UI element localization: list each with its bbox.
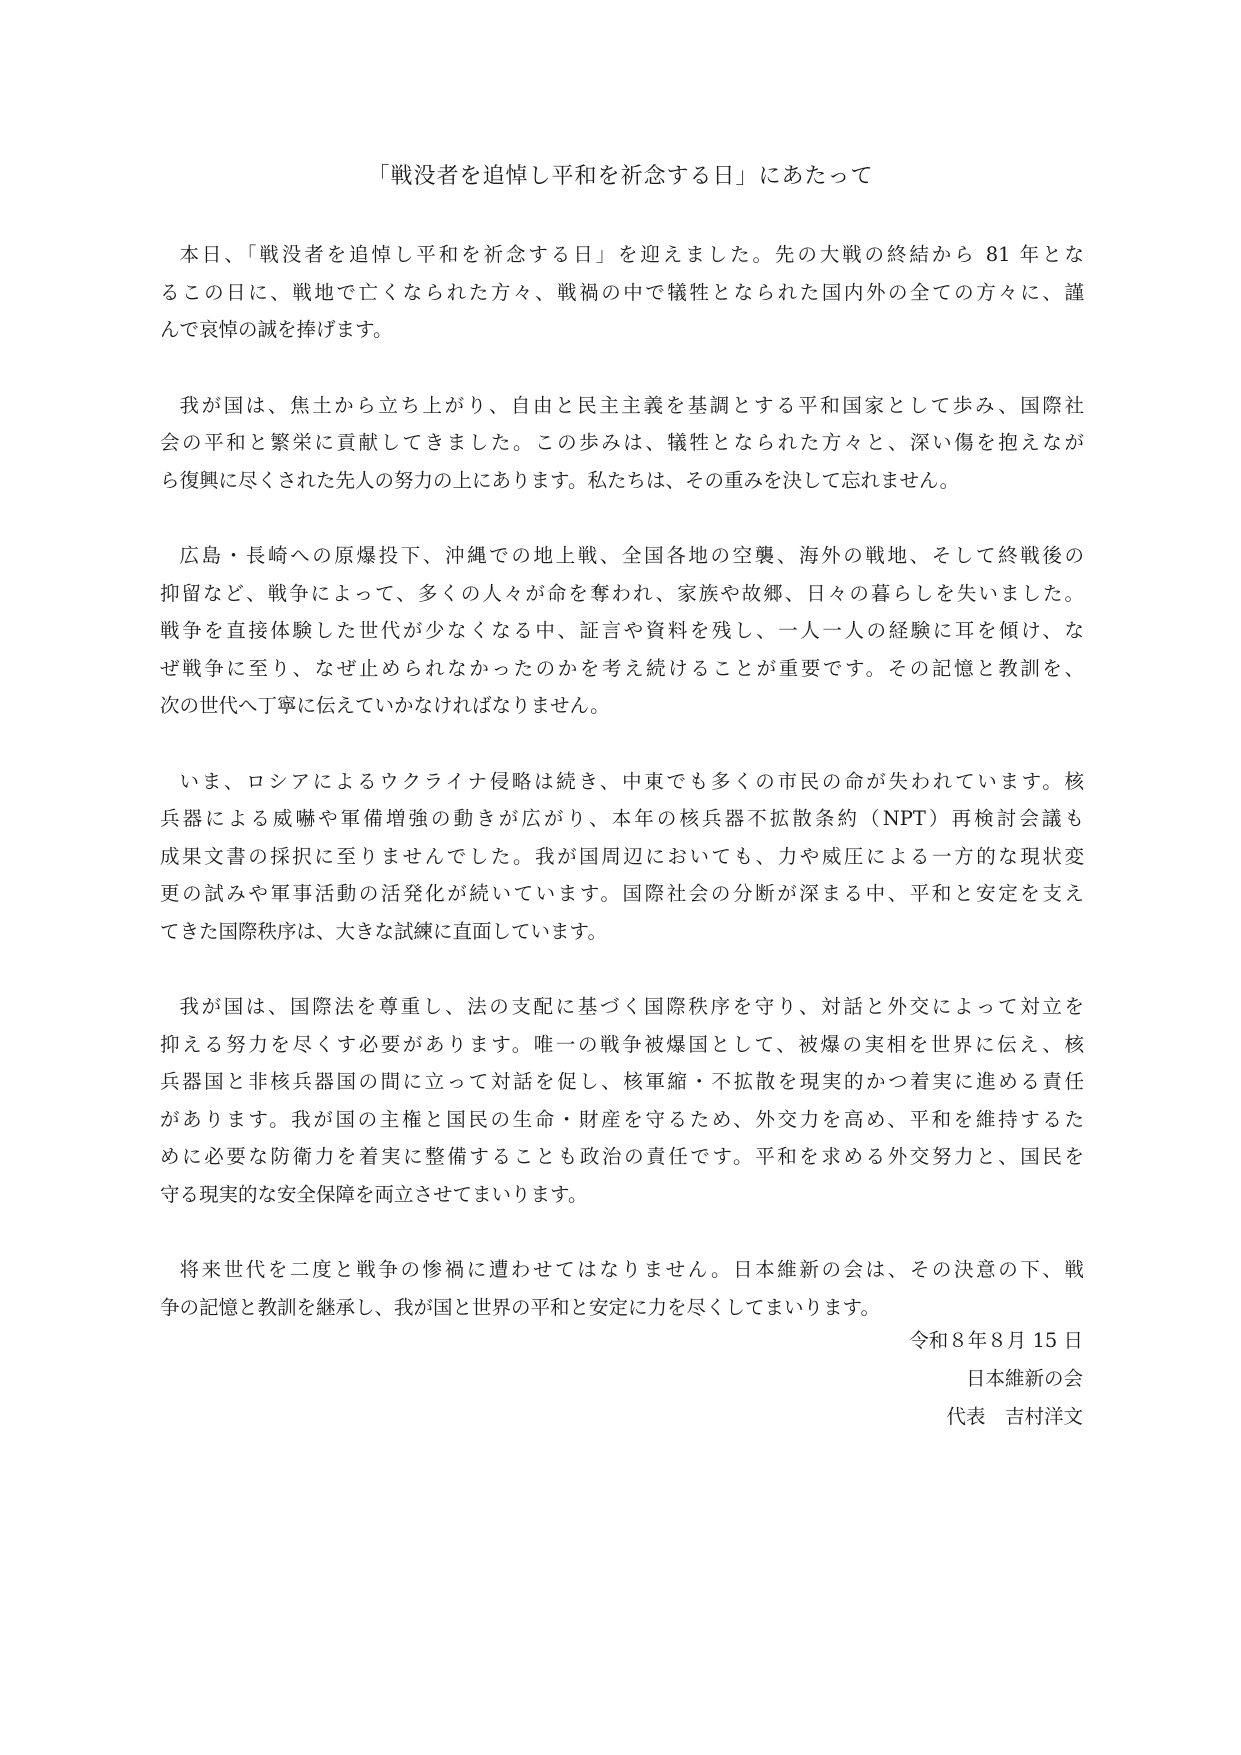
text-line: るこの日に、戦地で亡くなられた方々、戦禍の中で犠牲となられた国内外の全ての方々に、謹 [160, 280, 1084, 304]
paragraph-3 [160, 537, 1084, 725]
text-line: 抑留など、戦争によって、多くの人々が命を奪われ、家族や故郷、日々の暮らしを失いました。 [160, 581, 1084, 605]
text-line: 我が国は、焦土から立ち上がり、自由と民主主義を基調とする平和国家として歩み、国際社 [179, 393, 1084, 417]
text-line: 戦争を直接体験した世代が少なくなる中、証言や資料を残し、一人一人の経験に耳を傾け、な [160, 619, 1084, 642]
document-title: 「戦没者を追悼し平和を祈念する日」にあたって [367, 164, 874, 189]
signature-block [909, 1322, 1083, 1436]
text-line: ぜ戦争に至り、なぜ止められなかったのかを考え続けることが重要です。その記憶と教訓を、 [160, 656, 1084, 680]
signature-organization: 日本維新の会 [965, 1367, 1083, 1390]
paragraph-4 [160, 763, 1084, 951]
paragraph-5 [160, 988, 1084, 1213]
text-line: があります。我が国の主権と国民の生命・財産を守るため、外交力を高め、平和を維持するた [160, 1107, 1084, 1131]
signature-representative: 代表 吉村洋文 [946, 1405, 1083, 1428]
paragraph-2 [160, 387, 1084, 500]
text-line: 兵器国と非核兵器国の間に立って対話を促し、核軍縮・不拡散を現実的かつ着実に進める責任 [160, 1070, 1084, 1093]
paragraph-6 [160, 1251, 1084, 1326]
text-line: 会の平和と繁栄に貢献してきました。この歩みは、犠牲となられた方々と、深い傷を抱えなが [160, 431, 1084, 454]
text-line: んで哀悼の誠を捧げます。 [160, 318, 393, 341]
text-line: 本日、「戦没者を追悼し平和を祈念する日」を迎えました。先の大戦の終結から 81 年とな [179, 243, 1084, 266]
text-line: 更の試みや軍事活動の活発化が続いています。国際社会の分断が深まる中、平和と安定を支え [160, 882, 1084, 905]
text-line: ら復興に尽くされた先人の努力の上にあります。私たちは、その重みを決して忘れません。 [160, 468, 960, 492]
text-line: 兵器による威嚇や軍備増強の動きが広がり、本年の核兵器不拡散条約（NPT）再検討会議も [160, 807, 1084, 830]
text-line: てきた国際秩序は、大きな試練に直面しています。 [160, 919, 607, 943]
signature-date: 令和８年８月 15 日 [909, 1329, 1083, 1352]
paragraph-1 [160, 236, 1084, 349]
text-line: 将来世代を二度と戦争の惨禍に遭わせてはなりません。日本維新の会は、その決意の下、戦 [179, 1258, 1084, 1281]
text-line: 成果文書の採択に至りませんでした。我が国周辺においても、力や威圧による一方的な現状変 [160, 844, 1084, 868]
document-body [160, 236, 1084, 1364]
text-line: 守る現実的な安全保障を両立させてまいります。 [160, 1182, 588, 1206]
text-line: 抑える努力を尽くす必要があります。唯一の戦争被爆国として、被爆の実相を世界に伝え、核 [160, 1032, 1084, 1056]
text-line: 我が国は、国際法を尊重し、法の支配に基づく国際秩序を守り、対話と外交によって対立を [179, 995, 1084, 1018]
text-line: いま、ロシアによるウクライナ侵略は続き、中東でも多くの市民の命が失われています。核 [179, 769, 1084, 793]
text-line: 次の世代へ丁寧に伝えていかなければなりません。 [160, 694, 610, 717]
text-line: 広島・長崎への原爆投下、沖縄での地上戦、全国各地の空襲、海外の戦地、そして終戦後の [179, 544, 1084, 567]
text-line: 争の記憶と教訓を継承し、我が国と世界の平和と安定に力を尽くしてまいります。 [160, 1295, 880, 1319]
text-line: めに必要な防衛力を着実に整備することも政治の責任です。平和を求める外交努力と、国民を [160, 1145, 1084, 1168]
